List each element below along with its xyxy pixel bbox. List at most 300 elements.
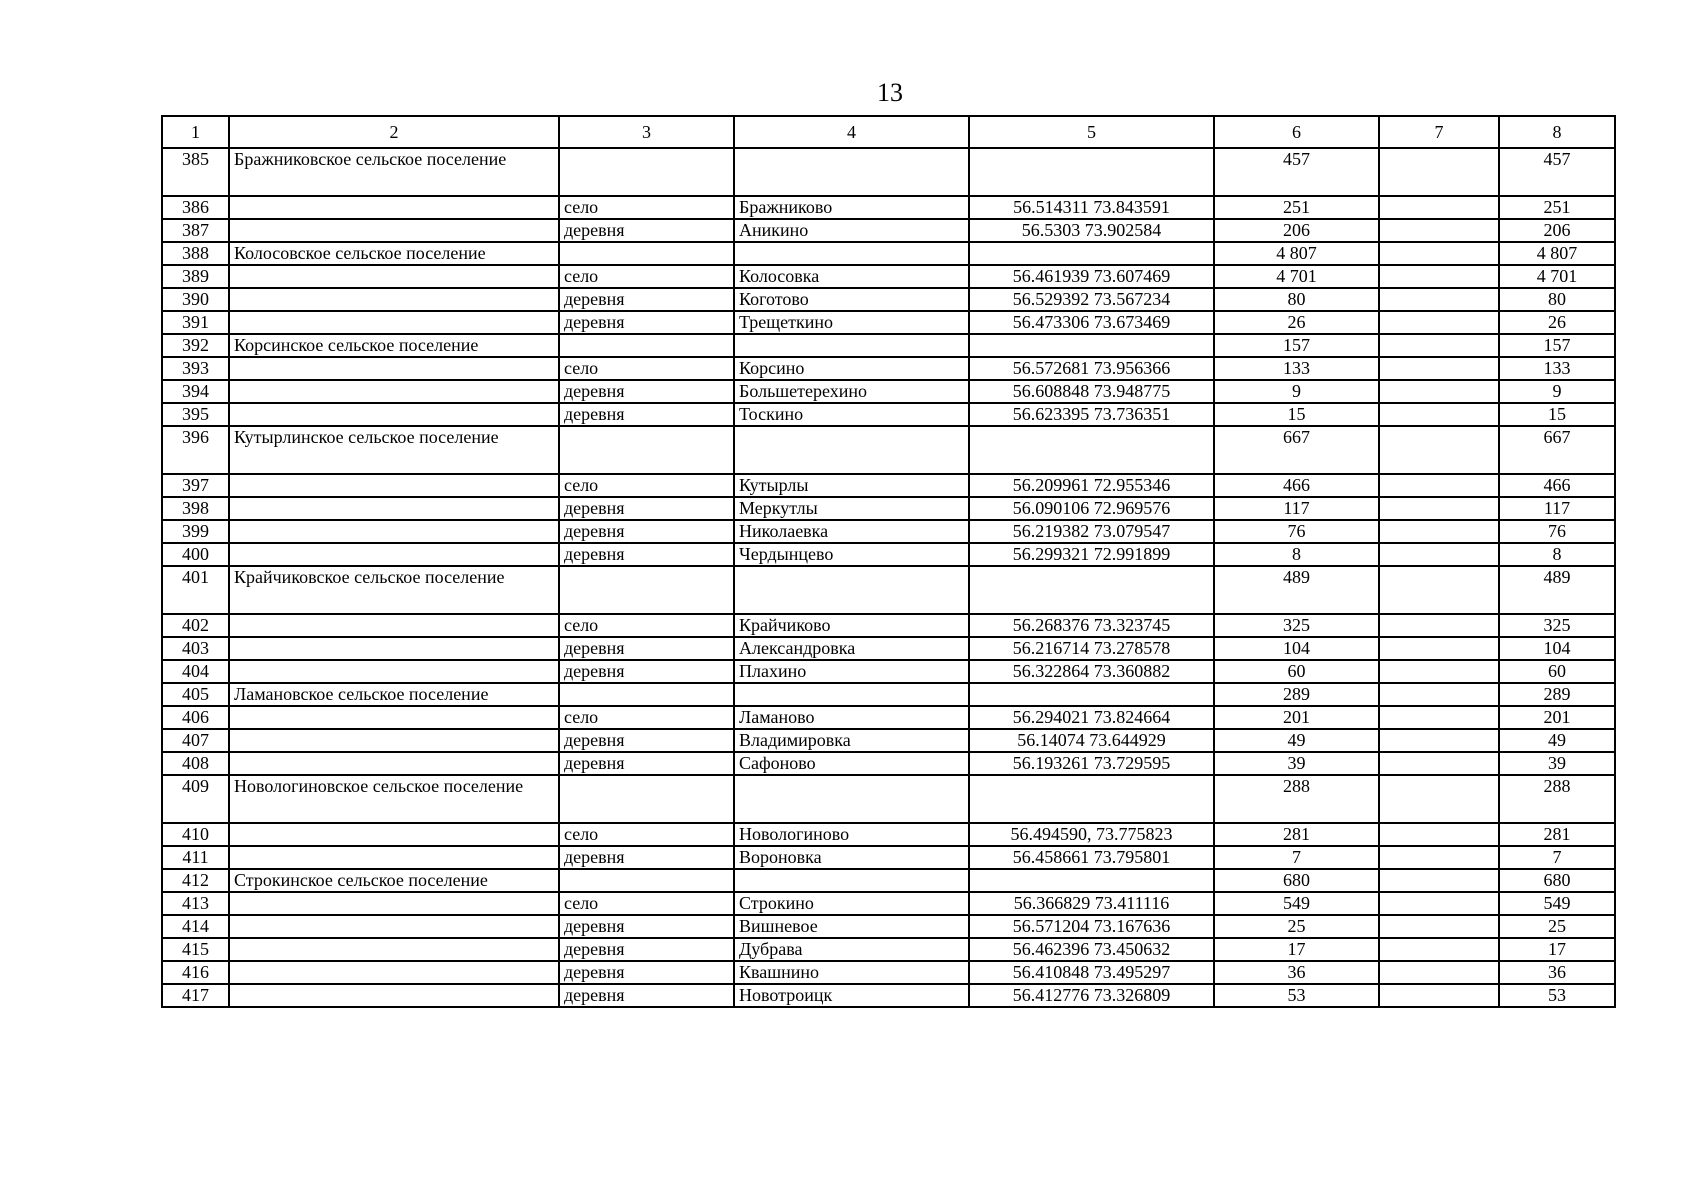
value-col-6: 7 [1214, 846, 1379, 869]
value-col-6: 17 [1214, 938, 1379, 961]
row-number: 396 [162, 426, 229, 474]
value-col-7 [1379, 869, 1499, 892]
value-col-6: 157 [1214, 334, 1379, 357]
row-number: 408 [162, 752, 229, 775]
value-col-6: 489 [1214, 566, 1379, 614]
row-number: 411 [162, 846, 229, 869]
coordinates: 56.410848 73.495297 [969, 961, 1214, 984]
settlement-name [229, 637, 559, 660]
value-col-7 [1379, 614, 1499, 637]
coordinates [969, 566, 1214, 614]
locality-name [734, 566, 969, 614]
settlement-name [229, 823, 559, 846]
locality-type: деревня [559, 288, 734, 311]
locality-type: деревня [559, 984, 734, 1007]
table-row [162, 474, 1615, 497]
coordinates: 56.090106 72.969576 [969, 497, 1214, 520]
coordinates: 56.366829 73.411116 [969, 892, 1214, 915]
row-number: 393 [162, 357, 229, 380]
coordinates: 56.529392 73.567234 [969, 288, 1214, 311]
column-header-7: 7 [1379, 116, 1499, 148]
locality-name: Владимировка [734, 729, 969, 752]
column-header-6: 6 [1214, 116, 1379, 148]
table-row [162, 543, 1615, 566]
value-col-7 [1379, 938, 1499, 961]
locality-name [734, 775, 969, 823]
coordinates: 56.294021 73.824664 [969, 706, 1214, 729]
locality-name: Александровка [734, 637, 969, 660]
value-col-6: 289 [1214, 683, 1379, 706]
locality-type: деревня [559, 846, 734, 869]
locality-name: Бражниково [734, 196, 969, 219]
table-row [162, 846, 1615, 869]
locality-name [734, 426, 969, 474]
coordinates [969, 869, 1214, 892]
settlement-name [229, 614, 559, 637]
row-number: 388 [162, 242, 229, 265]
coordinates: 56.412776 73.326809 [969, 984, 1214, 1007]
row-number: 389 [162, 265, 229, 288]
value-col-8: 325 [1499, 614, 1615, 637]
value-col-8: 4 701 [1499, 265, 1615, 288]
value-col-8: 133 [1499, 357, 1615, 380]
settlement-name [229, 311, 559, 334]
table-row [162, 148, 1615, 196]
value-col-6: 4 807 [1214, 242, 1379, 265]
settlement-name: Ламановское сельское поселение [229, 683, 559, 706]
table-row [162, 961, 1615, 984]
row-number: 399 [162, 520, 229, 543]
settlement-name [229, 938, 559, 961]
value-col-8: 206 [1499, 219, 1615, 242]
locality-name: Квашнино [734, 961, 969, 984]
locality-type: деревня [559, 219, 734, 242]
locality-type: село [559, 823, 734, 846]
settlement-name [229, 660, 559, 683]
locality-name [734, 242, 969, 265]
column-header-3: 3 [559, 116, 734, 148]
row-number: 409 [162, 775, 229, 823]
locality-type: село [559, 706, 734, 729]
value-col-6: 9 [1214, 380, 1379, 403]
value-col-6: 36 [1214, 961, 1379, 984]
table-row [162, 196, 1615, 219]
coordinates: 56.462396 73.450632 [969, 938, 1214, 961]
coordinates: 56.299321 72.991899 [969, 543, 1214, 566]
value-col-6: 25 [1214, 915, 1379, 938]
value-col-7 [1379, 706, 1499, 729]
value-col-7 [1379, 288, 1499, 311]
value-col-8: 17 [1499, 938, 1615, 961]
table-row [162, 520, 1615, 543]
column-header-8: 8 [1499, 116, 1615, 148]
settlement-name [229, 288, 559, 311]
table-row [162, 265, 1615, 288]
settlement-name [229, 357, 559, 380]
table-row [162, 823, 1615, 846]
value-col-8: 680 [1499, 869, 1615, 892]
coordinates [969, 334, 1214, 357]
value-col-6: 8 [1214, 543, 1379, 566]
row-number: 385 [162, 148, 229, 196]
value-col-7 [1379, 242, 1499, 265]
value-col-6: 80 [1214, 288, 1379, 311]
settlement-name [229, 265, 559, 288]
locality-type: село [559, 614, 734, 637]
settlement-name [229, 543, 559, 566]
coordinates: 56.14074 73.644929 [969, 729, 1214, 752]
locality-name: Колосовка [734, 265, 969, 288]
table-row [162, 683, 1615, 706]
locality-name: Строкино [734, 892, 969, 915]
value-col-8: 9 [1499, 380, 1615, 403]
value-col-8: 26 [1499, 311, 1615, 334]
coordinates: 56.494590, 73.775823 [969, 823, 1214, 846]
row-number: 404 [162, 660, 229, 683]
table-row [162, 566, 1615, 614]
locality-name [734, 148, 969, 196]
coordinates [969, 148, 1214, 196]
value-col-7 [1379, 961, 1499, 984]
locality-type [559, 426, 734, 474]
value-col-7 [1379, 915, 1499, 938]
row-number: 400 [162, 543, 229, 566]
locality-name: Новологиново [734, 823, 969, 846]
value-col-8: 4 807 [1499, 242, 1615, 265]
table-row [162, 729, 1615, 752]
locality-type: село [559, 196, 734, 219]
value-col-8: 104 [1499, 637, 1615, 660]
row-number: 403 [162, 637, 229, 660]
value-col-7 [1379, 566, 1499, 614]
locality-type: село [559, 474, 734, 497]
value-col-6: 104 [1214, 637, 1379, 660]
coordinates: 56.572681 73.956366 [969, 357, 1214, 380]
locality-type: деревня [559, 380, 734, 403]
locality-type: деревня [559, 729, 734, 752]
settlement-name [229, 729, 559, 752]
value-col-6: 549 [1214, 892, 1379, 915]
row-number: 402 [162, 614, 229, 637]
locality-name [734, 683, 969, 706]
column-header-4: 4 [734, 116, 969, 148]
row-number: 415 [162, 938, 229, 961]
value-col-8: 667 [1499, 426, 1615, 474]
locality-name: Коготово [734, 288, 969, 311]
table-row [162, 219, 1615, 242]
table-row [162, 752, 1615, 775]
table-row [162, 869, 1615, 892]
locality-type: село [559, 265, 734, 288]
value-col-8: 25 [1499, 915, 1615, 938]
value-col-7 [1379, 265, 1499, 288]
value-col-6: 133 [1214, 357, 1379, 380]
table-row [162, 938, 1615, 961]
value-col-7 [1379, 683, 1499, 706]
value-col-8: 7 [1499, 846, 1615, 869]
coordinates [969, 426, 1214, 474]
value-col-6: 667 [1214, 426, 1379, 474]
coordinates [969, 683, 1214, 706]
value-col-6: 15 [1214, 403, 1379, 426]
value-col-8: 201 [1499, 706, 1615, 729]
value-col-7 [1379, 219, 1499, 242]
locality-type: деревня [559, 938, 734, 961]
table-row [162, 357, 1615, 380]
table-row [162, 242, 1615, 265]
value-col-6: 457 [1214, 148, 1379, 196]
locality-type [559, 869, 734, 892]
settlement-name [229, 846, 559, 869]
locality-type: деревня [559, 637, 734, 660]
value-col-8: 281 [1499, 823, 1615, 846]
value-col-8: 36 [1499, 961, 1615, 984]
locality-name: Николаевка [734, 520, 969, 543]
table-row [162, 311, 1615, 334]
value-col-6: 251 [1214, 196, 1379, 219]
value-col-6: 117 [1214, 497, 1379, 520]
locality-type [559, 334, 734, 357]
locality-name: Плахино [734, 660, 969, 683]
table-row [162, 614, 1615, 637]
value-col-7 [1379, 196, 1499, 219]
locality-name: Кутырлы [734, 474, 969, 497]
row-number: 416 [162, 961, 229, 984]
locality-name: Новотроицк [734, 984, 969, 1007]
value-col-8: 251 [1499, 196, 1615, 219]
value-col-8: 117 [1499, 497, 1615, 520]
settlement-name [229, 196, 559, 219]
locality-name: Ламаново [734, 706, 969, 729]
settlement-name [229, 984, 559, 1007]
settlement-name: Колосовское сельское поселение [229, 242, 559, 265]
row-number: 392 [162, 334, 229, 357]
value-col-7 [1379, 775, 1499, 823]
value-col-6: 201 [1214, 706, 1379, 729]
value-col-6: 281 [1214, 823, 1379, 846]
table-header-row [162, 116, 1615, 148]
settlement-name [229, 497, 559, 520]
locality-type [559, 566, 734, 614]
value-col-8: 466 [1499, 474, 1615, 497]
value-col-8: 80 [1499, 288, 1615, 311]
coordinates: 56.219382 73.079547 [969, 520, 1214, 543]
settlement-name [229, 403, 559, 426]
settlement-name [229, 474, 559, 497]
locality-name: Вороновка [734, 846, 969, 869]
value-col-7 [1379, 984, 1499, 1007]
value-col-6: 288 [1214, 775, 1379, 823]
table-body [162, 148, 1615, 1007]
row-number: 406 [162, 706, 229, 729]
row-number: 414 [162, 915, 229, 938]
locality-type [559, 148, 734, 196]
locality-type [559, 242, 734, 265]
settlement-name [229, 752, 559, 775]
table-row [162, 426, 1615, 474]
value-col-8: 60 [1499, 660, 1615, 683]
value-col-7 [1379, 823, 1499, 846]
row-number: 391 [162, 311, 229, 334]
coordinates: 56.458661 73.795801 [969, 846, 1214, 869]
locality-name [734, 334, 969, 357]
table-row [162, 892, 1615, 915]
locality-name: Корсино [734, 357, 969, 380]
locality-name [734, 869, 969, 892]
settlement-name [229, 380, 559, 403]
value-col-7 [1379, 846, 1499, 869]
value-col-8: 489 [1499, 566, 1615, 614]
locality-name: Большетерехино [734, 380, 969, 403]
column-header-2: 2 [229, 116, 559, 148]
value-col-6: 4 701 [1214, 265, 1379, 288]
value-col-8: 289 [1499, 683, 1615, 706]
settlement-name [229, 915, 559, 938]
coordinates: 56.193261 73.729595 [969, 752, 1214, 775]
row-number: 401 [162, 566, 229, 614]
settlement-name [229, 219, 559, 242]
value-col-7 [1379, 543, 1499, 566]
settlement-name: Строкинское сельское поселение [229, 869, 559, 892]
column-header-1: 1 [162, 116, 229, 148]
row-number: 397 [162, 474, 229, 497]
coordinates: 56.268376 73.323745 [969, 614, 1214, 637]
row-number: 386 [162, 196, 229, 219]
value-col-7 [1379, 729, 1499, 752]
locality-type: деревня [559, 311, 734, 334]
settlement-name [229, 961, 559, 984]
table-row [162, 775, 1615, 823]
value-col-7 [1379, 520, 1499, 543]
value-col-6: 53 [1214, 984, 1379, 1007]
value-col-8: 15 [1499, 403, 1615, 426]
row-number: 412 [162, 869, 229, 892]
locality-name: Сафоново [734, 752, 969, 775]
value-col-8: 49 [1499, 729, 1615, 752]
locality-type: село [559, 357, 734, 380]
value-col-7 [1379, 334, 1499, 357]
table-row [162, 915, 1615, 938]
table-row [162, 660, 1615, 683]
coordinates [969, 775, 1214, 823]
table-row [162, 403, 1615, 426]
locality-type: село [559, 892, 734, 915]
table-row [162, 288, 1615, 311]
value-col-8: 8 [1499, 543, 1615, 566]
locality-type [559, 683, 734, 706]
settlement-name [229, 706, 559, 729]
value-col-8: 457 [1499, 148, 1615, 196]
page-number: 13 [877, 78, 903, 107]
row-number: 395 [162, 403, 229, 426]
table-row [162, 497, 1615, 520]
coordinates: 56.514311 73.843591 [969, 196, 1214, 219]
table-row [162, 380, 1615, 403]
coordinates: 56.571204 73.167636 [969, 915, 1214, 938]
value-col-6: 680 [1214, 869, 1379, 892]
table-row [162, 984, 1615, 1007]
table-row [162, 334, 1615, 357]
locality-type: деревня [559, 497, 734, 520]
value-col-6: 76 [1214, 520, 1379, 543]
value-col-6: 39 [1214, 752, 1379, 775]
settlement-name: Корсинское сельское поселение [229, 334, 559, 357]
row-number: 387 [162, 219, 229, 242]
value-col-8: 157 [1499, 334, 1615, 357]
value-col-7 [1379, 148, 1499, 196]
locality-type: деревня [559, 961, 734, 984]
value-col-8: 288 [1499, 775, 1615, 823]
settlement-name: Крайчиковское сельское поселение [229, 566, 559, 614]
coordinates: 56.209961 72.955346 [969, 474, 1214, 497]
coordinates: 56.608848 73.948775 [969, 380, 1214, 403]
coordinates: 56.473306 73.673469 [969, 311, 1214, 334]
locality-name: Вишневое [734, 915, 969, 938]
table-row [162, 706, 1615, 729]
settlement-name: Новологиновское сельское поселение [229, 775, 559, 823]
coordinates: 56.322864 73.360882 [969, 660, 1214, 683]
value-col-7 [1379, 660, 1499, 683]
value-col-6: 325 [1214, 614, 1379, 637]
value-col-6: 26 [1214, 311, 1379, 334]
settlement-name [229, 520, 559, 543]
locality-type [559, 775, 734, 823]
settlement-name [229, 892, 559, 915]
value-col-7 [1379, 474, 1499, 497]
value-col-8: 549 [1499, 892, 1615, 915]
value-col-7 [1379, 357, 1499, 380]
value-col-6: 466 [1214, 474, 1379, 497]
locality-name: Чердынцево [734, 543, 969, 566]
locality-name: Крайчиково [734, 614, 969, 637]
row-number: 405 [162, 683, 229, 706]
value-col-7 [1379, 752, 1499, 775]
table-row [162, 637, 1615, 660]
locality-type: деревня [559, 403, 734, 426]
value-col-6: 206 [1214, 219, 1379, 242]
coordinates: 56.5303 73.902584 [969, 219, 1214, 242]
locality-type: деревня [559, 752, 734, 775]
coordinates: 56.216714 73.278578 [969, 637, 1214, 660]
locality-name: Тоскино [734, 403, 969, 426]
locality-name: Аникино [734, 219, 969, 242]
settlement-name: Бражниковское сельское поселение [229, 148, 559, 196]
coordinates [969, 242, 1214, 265]
locality-name: Дубрава [734, 938, 969, 961]
value-col-7 [1379, 380, 1499, 403]
locality-name: Трещеткино [734, 311, 969, 334]
locality-type: деревня [559, 915, 734, 938]
value-col-6: 49 [1214, 729, 1379, 752]
settlement-name: Кутырлинское сельское поселение [229, 426, 559, 474]
value-col-7 [1379, 892, 1499, 915]
value-col-8: 76 [1499, 520, 1615, 543]
locality-type: деревня [559, 543, 734, 566]
locality-name: Меркутлы [734, 497, 969, 520]
value-col-7 [1379, 403, 1499, 426]
locality-type: деревня [559, 660, 734, 683]
value-col-7 [1379, 497, 1499, 520]
row-number: 413 [162, 892, 229, 915]
value-col-7 [1379, 637, 1499, 660]
coordinates: 56.461939 73.607469 [969, 265, 1214, 288]
row-number: 410 [162, 823, 229, 846]
value-col-7 [1379, 311, 1499, 334]
locality-type: деревня [559, 520, 734, 543]
row-number: 417 [162, 984, 229, 1007]
row-number: 407 [162, 729, 229, 752]
column-header-5: 5 [969, 116, 1214, 148]
